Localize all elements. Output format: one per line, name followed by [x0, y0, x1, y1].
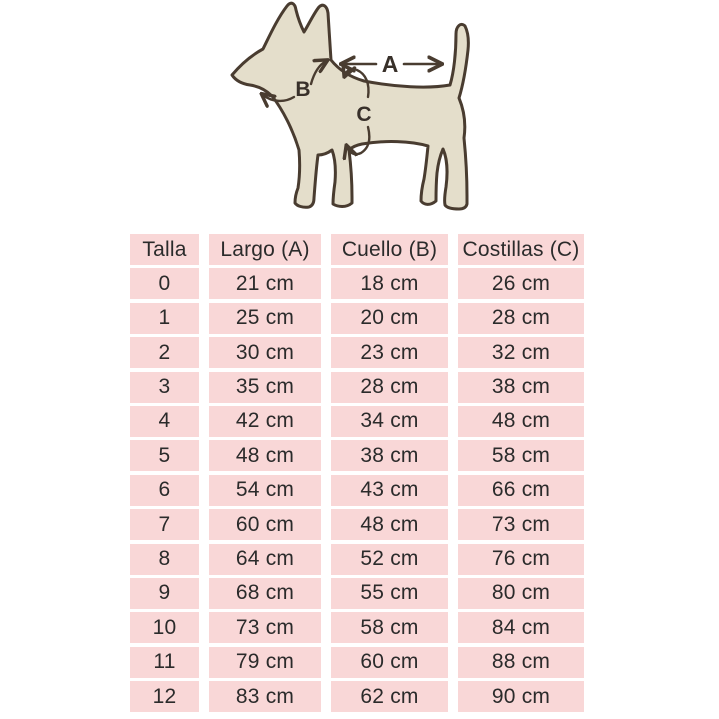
measure-cell: 34 cm [331, 406, 448, 437]
measure-cell: 28 cm [458, 303, 584, 334]
measure-cell: 54 cm [209, 475, 321, 506]
dog-size-diagram-svg [0, 0, 719, 232]
size-cell: 12 [130, 681, 199, 712]
measure-cell: 52 cm [331, 544, 448, 575]
measure-cell: 48 cm [331, 509, 448, 540]
measure-cell: 26 cm [458, 268, 584, 299]
measure-cell: 35 cm [209, 372, 321, 403]
size-cell: 2 [130, 337, 199, 368]
measure-cell: 76 cm [458, 544, 584, 575]
measure-cell: 88 cm [458, 647, 584, 678]
size-cell: 6 [130, 475, 199, 506]
measurement-label-c: C [356, 103, 372, 126]
measure-cell: 38 cm [458, 372, 584, 403]
measure-cell: 28 cm [331, 372, 448, 403]
size-table [130, 234, 584, 712]
measure-cell: 80 cm [458, 578, 584, 609]
column-header-0: Talla [130, 234, 199, 265]
measurement-label-a: A [381, 51, 399, 77]
measure-cell: 23 cm [331, 337, 448, 368]
size-cell: 1 [130, 303, 199, 334]
measure-cell: 20 cm [331, 303, 448, 334]
column-header-3: Costillas (C) [458, 234, 584, 265]
measure-cell: 43 cm [331, 475, 448, 506]
dog-diagram [0, 0, 719, 232]
size-cell: 3 [130, 372, 199, 403]
measure-cell: 79 cm [209, 647, 321, 678]
measure-cell: 48 cm [209, 440, 321, 471]
measure-cell: 38 cm [331, 440, 448, 471]
measurement-label-b: B [295, 78, 311, 101]
measure-cell: 60 cm [331, 647, 448, 678]
size-cell: 10 [130, 612, 199, 643]
measure-cell: 60 cm [209, 509, 321, 540]
measure-cell: 55 cm [331, 578, 448, 609]
size-cell: 4 [130, 406, 199, 437]
column-header-2: Cuello (B) [331, 234, 448, 265]
measure-cell: 32 cm [458, 337, 584, 368]
size-cell: 0 [130, 268, 199, 299]
measure-cell: 48 cm [458, 406, 584, 437]
measure-cell: 21 cm [209, 268, 321, 299]
measure-cell: 66 cm [458, 475, 584, 506]
measure-cell: 83 cm [209, 681, 321, 712]
size-cell: 11 [130, 647, 199, 678]
measure-cell: 62 cm [331, 681, 448, 712]
measure-cell: 25 cm [209, 303, 321, 334]
measure-cell: 64 cm [209, 544, 321, 575]
size-cell: 5 [130, 440, 199, 471]
measure-cell: 73 cm [209, 612, 321, 643]
measure-cell: 30 cm [209, 337, 321, 368]
measure-cell: 58 cm [458, 440, 584, 471]
measure-cell: 42 cm [209, 406, 321, 437]
measure-cell: 58 cm [331, 612, 448, 643]
measure-cell: 68 cm [209, 578, 321, 609]
column-header-1: Largo (A) [209, 234, 321, 265]
measure-cell: 73 cm [458, 509, 584, 540]
measure-cell: 90 cm [458, 681, 584, 712]
size-cell: 9 [130, 578, 199, 609]
measure-cell: 18 cm [331, 268, 448, 299]
dog-silhouette-shape [232, 3, 468, 209]
measure-cell: 84 cm [458, 612, 584, 643]
size-cell: 8 [130, 544, 199, 575]
size-cell: 7 [130, 509, 199, 540]
